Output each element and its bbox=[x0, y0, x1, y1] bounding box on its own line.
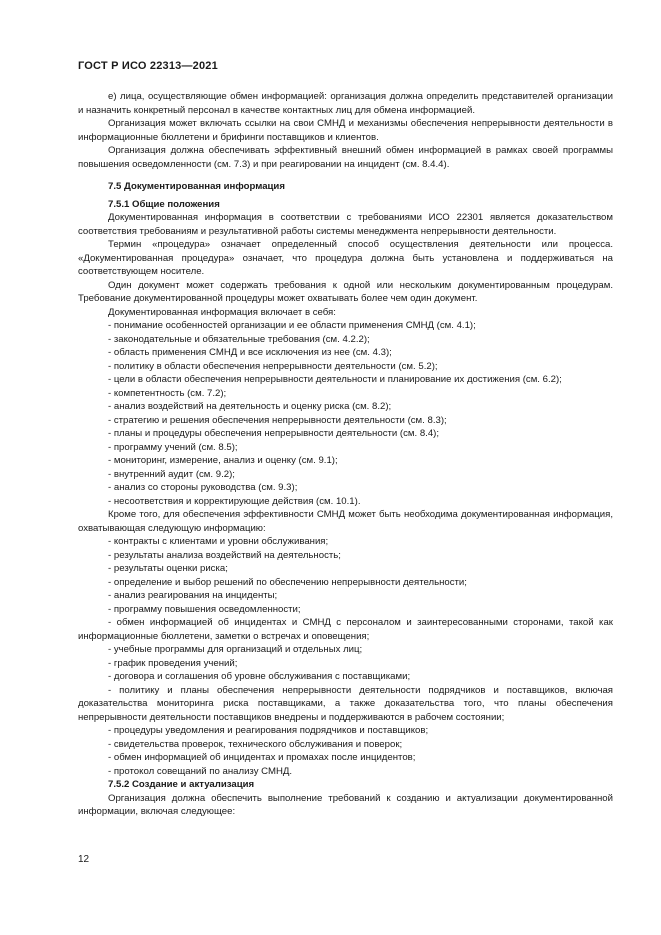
list-item: - законодательные и обязательные требования (см. 4.2.2); bbox=[108, 333, 370, 345]
list-item: - программу учений (см. 8.5); bbox=[108, 441, 238, 453]
list-item: - обмен информацией об инцидентах и СМНД с персоналом и заинтересованными сторонами, такой как информационные бюллетени, заметки о встречах и оповещения; bbox=[78, 617, 613, 642]
list-item: - график проведения учений; bbox=[108, 657, 238, 669]
paragraph: е) лица, осуществляющие обмен информацией: организация должна определить представителей организации и назначить конкретный персонал в качестве контактных лиц для обмена информацией. bbox=[78, 91, 613, 116]
page-header: ГОСТ Р ИСО 22313—2021 bbox=[78, 60, 218, 72]
section-heading-7-5-2: 7.5.2 Создание и актуализация bbox=[108, 779, 255, 790]
paragraph: Организация должна обеспечивать эффективный внешний обмен информацией в рамках своей программы повышения осведомленности (см. 7.3) и при реагировании на инцидент (см. 8.4.4). bbox=[78, 145, 613, 170]
list-item: - контракты с клиентами и уровни обслуживания; bbox=[108, 536, 329, 547]
section-heading-7-5-1: 7.5.1 Общие положения bbox=[108, 198, 220, 210]
list-item: - цели в области обеспечения непрерывности деятельности и планирование их достижения (см. 6.2); bbox=[108, 374, 562, 385]
paragraph: Организация может включать ссылки на свои СМНД и механизмы обеспечения непрерывности деятельности в информационные бюллетени и брифинги поставщиков и клиентов. bbox=[78, 118, 613, 143]
list-item: - внутренний аудит (см. 9.2); bbox=[108, 468, 235, 480]
additional-info-list bbox=[78, 535, 613, 778]
list-item: - планы и процедуры обеспечения непрерывности деятельности (см. 8.4); bbox=[108, 428, 440, 439]
list-item: - политику в области обеспечения непрерывности деятельности (см. 5.2); bbox=[108, 360, 438, 372]
paragraph: Организация должна обеспечить выполнение требований к созданию и актуализации документированной информации, включая следующее: bbox=[78, 792, 613, 817]
list-item: - анализ воздействий на деятельность и оценку риска (см. 8.2); bbox=[108, 401, 392, 412]
paragraph: Документированная информация включает в себя: bbox=[108, 306, 336, 318]
documented-info-list bbox=[78, 319, 613, 508]
list-item: - учебные программы для организаций и отдельных лиц; bbox=[108, 644, 363, 655]
list-item: - процедуры уведомления и реагирования подрядчиков и поставщиков; bbox=[108, 725, 429, 736]
list-item: - анализ со стороны руководства (см. 9.3); bbox=[108, 482, 298, 493]
list-item: - мониторинг, измерение, анализ и оценку (см. 9.1); bbox=[108, 455, 338, 466]
list-item: - договора и соглашения об уровне обслуживания с поставщиками; bbox=[108, 671, 411, 682]
paragraph: Документированная информация в соответствии с требованиями ИСО 22301 является доказательством соответствия требованиям и результативной работы системы менеджмента непрерывности деятельности. bbox=[78, 212, 613, 237]
list-item: - обмен информацией об инцидентах и промахах после инцидентов; bbox=[108, 752, 416, 763]
list-item: - анализ реагирования на инциденты; bbox=[108, 590, 278, 601]
section-heading-7-5: 7.5 Документированная информация bbox=[108, 181, 285, 192]
paragraph: Один документ может содержать требования к одной или нескольким документированным процедурам. Требование документированной процедуры может охватывать более чем один документ. bbox=[78, 279, 613, 304]
list-item: - протокол совещаний по анализу СМНД. bbox=[108, 765, 293, 777]
list-item: - политику и планы обеспечения непрерывности деятельности подрядчиков и поставщиков, включая доказательства мониторинга риска поставщиками, а также доказательства того, что планы обеспечения непрерывности деятельности поставщиков внедрены и поддерживаются в рабочем состоянии; bbox=[78, 684, 613, 723]
paragraph: Кроме того, для обеспечения эффективности СМНД может быть необходима документированная информация, охватывающая следующую информацию: bbox=[78, 509, 613, 534]
list-item: - определение и выбор решений по обеспечению непрерывности деятельности; bbox=[108, 576, 467, 588]
page-number: 12 bbox=[78, 854, 90, 865]
list-item: - компетентность (см. 7.2); bbox=[108, 387, 227, 399]
list-item: - результаты анализа воздействий на деятельность; bbox=[108, 549, 341, 561]
list-item: - результаты оценки риска; bbox=[108, 563, 228, 574]
list-item: - стратегию и решения обеспечения непрерывности деятельности (см. 8.3); bbox=[108, 414, 447, 426]
document-body bbox=[78, 90, 613, 819]
list-item: - несоответствия и корректирующие действия (см. 10.1). bbox=[108, 495, 361, 507]
list-item: - понимание особенностей организации и ее области применения СМНД (см. 4.1); bbox=[108, 320, 476, 331]
paragraph: Термин «процедура» означает определенный способ осуществления деятельности или процесса. «Документированная процедура» означает, что процедура должна быть установлена и поддерживаться на соответствующем носителе. bbox=[78, 239, 613, 277]
list-item: - программу повышения осведомленности; bbox=[108, 603, 301, 615]
list-item: - область применения СМНД и все исключения из нее (см. 4.3); bbox=[108, 347, 392, 358]
list-item: - свидетельства проверок, технического обслуживания и поверок; bbox=[108, 738, 403, 750]
